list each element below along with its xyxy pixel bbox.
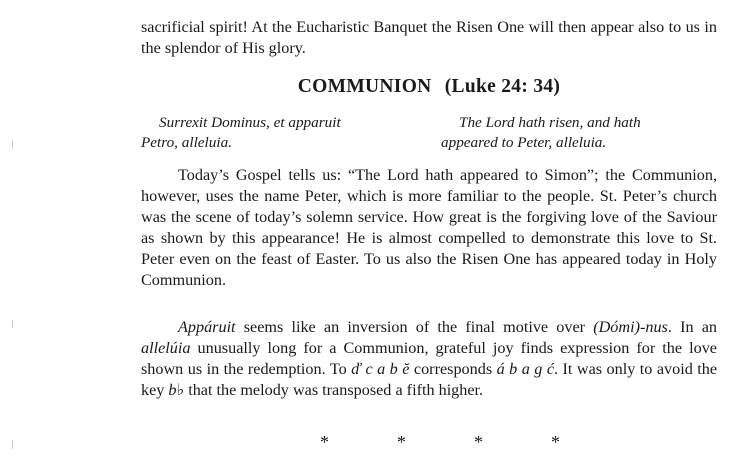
latin-line-1: Surrexit Dominus, et apparuit [159, 114, 341, 131]
antiphon-latin [141, 113, 421, 153]
margin-mark [12, 140, 13, 149]
latin-term: Appáruit [178, 318, 236, 336]
antiphon-english [441, 113, 717, 153]
heading-title: COMMUNION [297, 76, 432, 97]
text-run: . In an [667, 318, 717, 336]
english-line-1: The Lord hath risen, and hath [459, 114, 641, 131]
key-signature: b♭ [168, 381, 185, 399]
text-run: seems like an inversion of the final motive over [235, 318, 594, 336]
latin-term: allelúia [141, 339, 191, 357]
text-run: . It was only to avoid the key [141, 360, 718, 399]
english-line-2: appeared to Peter, alleluia. [441, 134, 607, 151]
latin-term: (Dómi)-nus [593, 318, 668, 336]
heading-reference: (Luke 24: 34) [444, 76, 561, 97]
section-heading [141, 74, 717, 100]
text-run: corresponds [409, 360, 497, 378]
commentary-paragraph-1: Today’s Gospel tells us: “The Lord hath appeared to Simon”; the Communion, however, uses the name Peter, which is more familiar to the people. St. Peter’s church was the scene of today’s solemn service. How great is the forgiving love of the Saviour as shown by this appearance! He is almost compelled to demonstrate this love to St. Peter even on the feast of Easter. To us also the Risen One has appeared today in Holy Communion. [141, 166, 717, 289]
section-separator [320, 432, 560, 453]
note-sequence: á b a g ć [496, 360, 555, 378]
note-sequence: ď c a b ĕ [351, 360, 410, 378]
latin-line-2: Petro, alleluia. [141, 134, 232, 151]
asterisk: * [397, 432, 406, 452]
intro-paragraph: sacrificial spirit! At the Eucharistic Banquet the Risen One will then appear also to us in the splendor of His glory. [141, 18, 717, 57]
text-run: that the melody was transposed a fifth higher. [184, 381, 484, 399]
text-run: unusually long for a Communion, grateful joy finds expression for the love shown us in the redemption. To [141, 339, 717, 378]
asterisk: * [551, 432, 560, 452]
commentary-paragraph-2 [141, 317, 717, 401]
margin-mark [12, 440, 13, 449]
asterisk: * [474, 432, 483, 452]
asterisk: * [320, 432, 329, 452]
margin-mark [12, 320, 13, 328]
